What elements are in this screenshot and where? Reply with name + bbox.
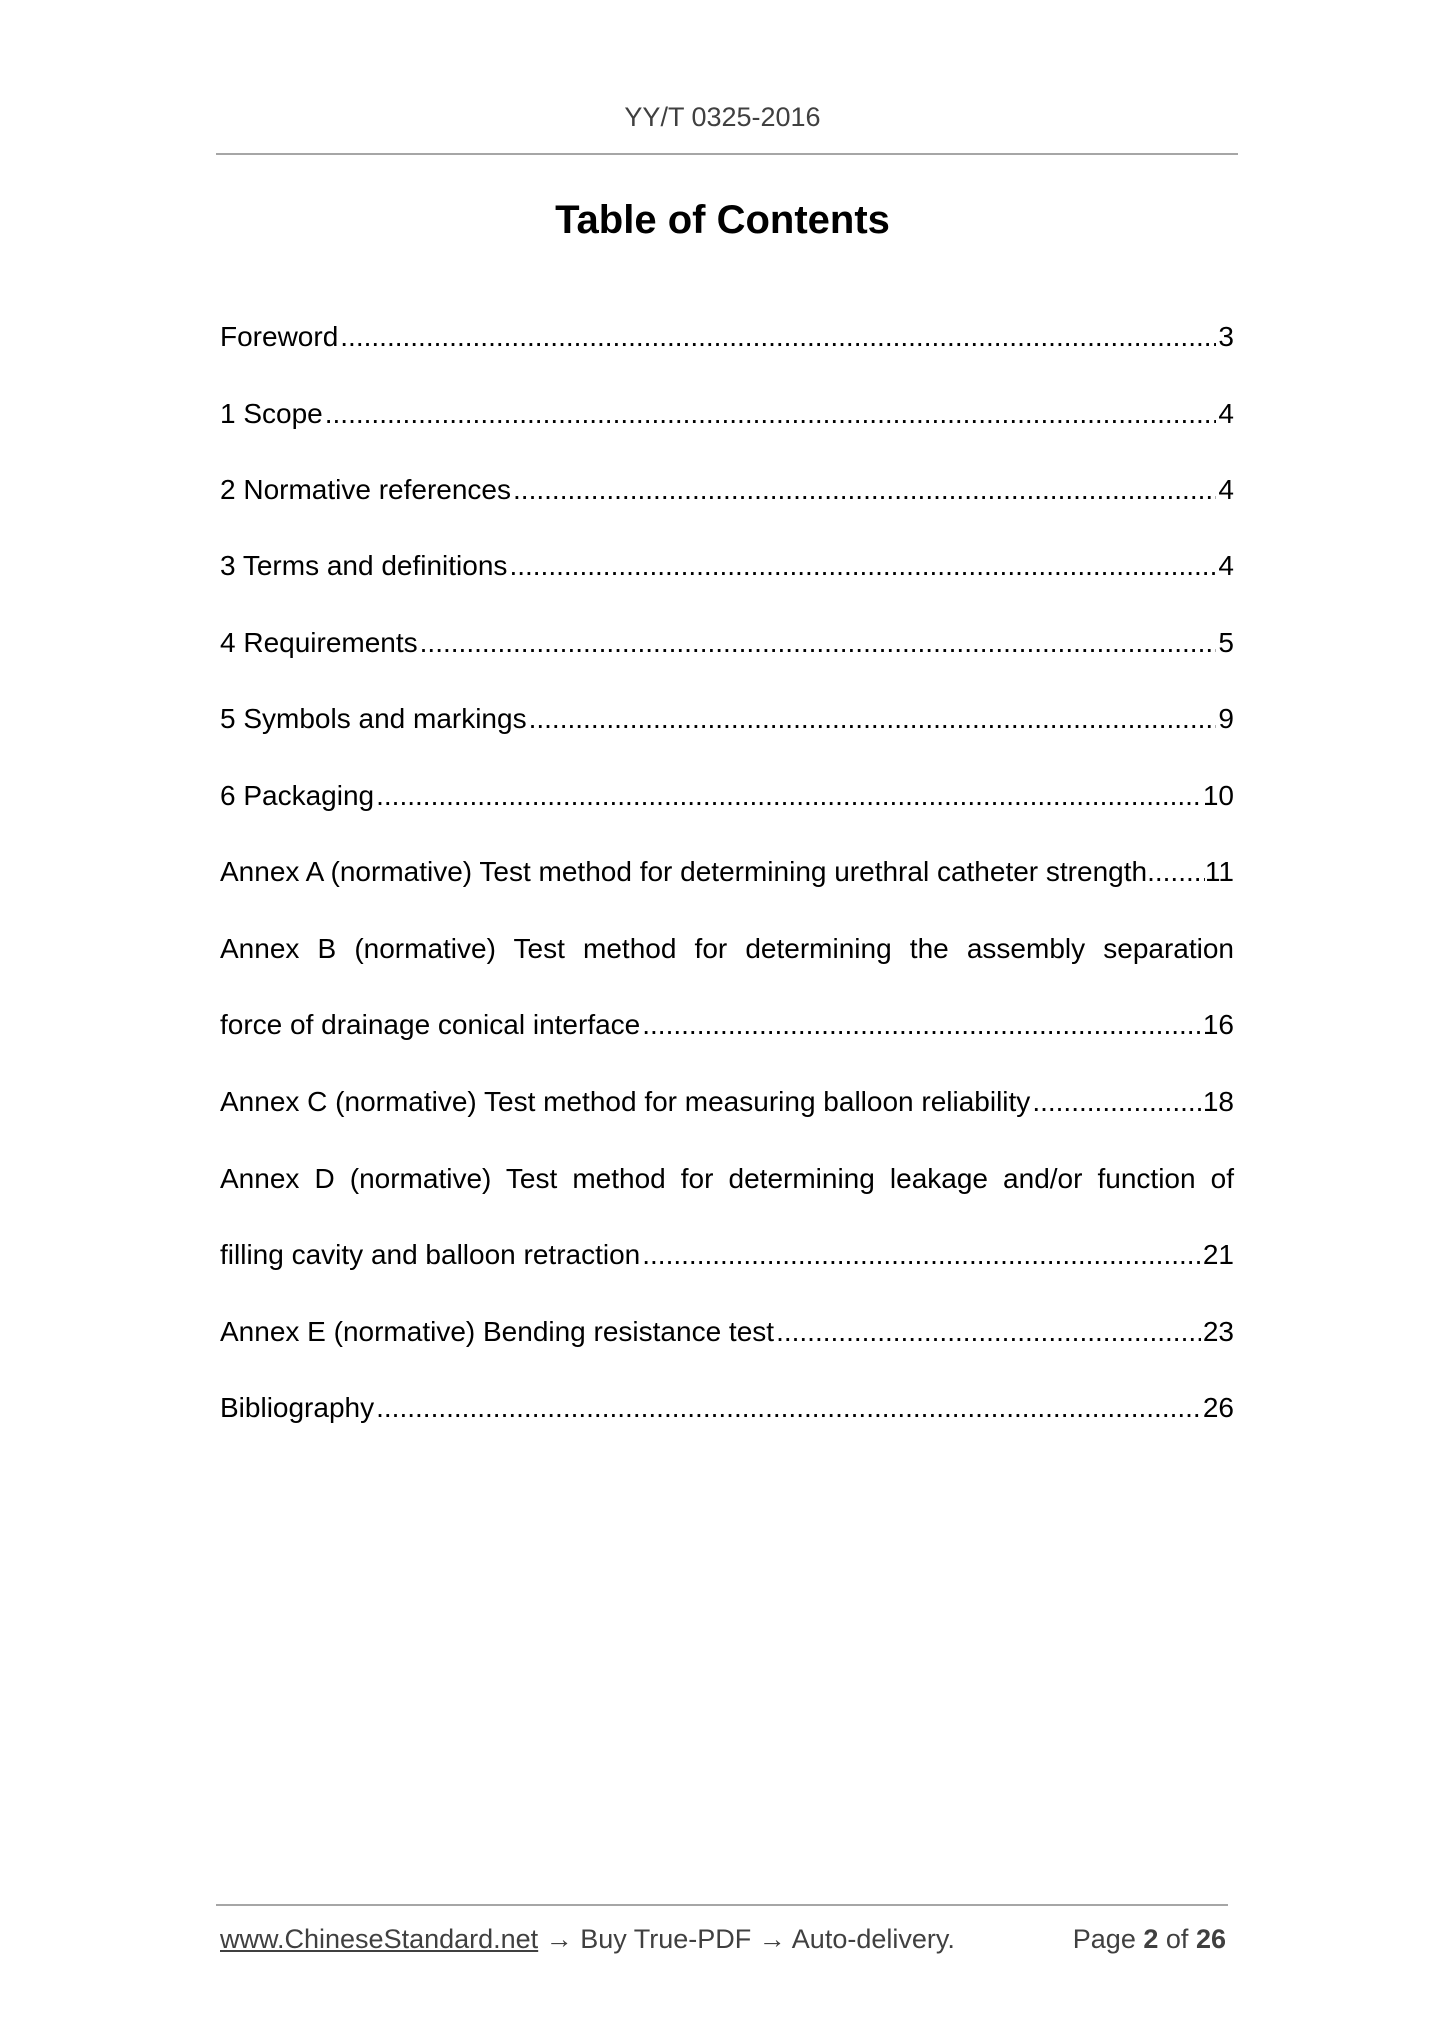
page-total: 26 — [1195, 1924, 1226, 1954]
toc-page-number: 26 — [1202, 1392, 1234, 1423]
toc-entry-annex-b[interactable] — [220, 932, 1234, 1042]
footer-divider — [216, 1904, 1228, 1906]
toc-page-number: 11 — [1204, 856, 1234, 887]
toc-page-number: 5 — [1218, 627, 1234, 658]
page-title: Table of Contents — [555, 198, 890, 242]
toc-page-number: 18 — [1202, 1086, 1234, 1117]
toc-label: Foreword — [220, 321, 339, 352]
dot-leader — [376, 1391, 1201, 1425]
toc-page-number: 3 — [1218, 321, 1234, 352]
toc-page-number: 16 — [1202, 1009, 1234, 1040]
header-doc-code: YY/T 0325-2016 — [624, 102, 821, 132]
toc-page-number: 23 — [1202, 1316, 1234, 1347]
toc-page-number: 4 — [1218, 550, 1234, 581]
toc-entry-normative-references[interactable] — [220, 473, 1234, 507]
toc-entry-requirements[interactable] — [220, 626, 1234, 660]
dot-leader — [513, 473, 1216, 507]
toc-entry-annex-d[interactable] — [220, 1162, 1234, 1272]
toc-label: filling cavity and balloon retraction — [220, 1239, 641, 1270]
dot-leader — [325, 397, 1217, 431]
dot-leader — [642, 1008, 1201, 1042]
toc-entry-annex-c[interactable] — [220, 1085, 1234, 1119]
toc-label: Bibliography — [220, 1392, 375, 1423]
toc-entry-annex-e[interactable] — [220, 1315, 1234, 1349]
dot-leader — [529, 702, 1217, 736]
toc-entry-annex-a[interactable] — [220, 855, 1234, 889]
toc-page-number: 21 — [1202, 1239, 1234, 1270]
page-current: 2 — [1143, 1924, 1159, 1954]
dot-leader — [776, 1315, 1201, 1349]
toc-label-line1: Annex B (normative) Test method for determining the assembly separation — [220, 933, 1234, 964]
header-divider — [216, 153, 1238, 155]
page-indicator — [1073, 1924, 1226, 1955]
page-word: Page — [1072, 1924, 1136, 1954]
dot-leader — [420, 626, 1217, 660]
dot-leader — [376, 779, 1201, 813]
toc-label: 2 Normative references — [220, 474, 512, 505]
dot-leader — [509, 549, 1216, 583]
toc-entry-symbols-markings[interactable] — [220, 702, 1234, 736]
right-arrow-icon: → — [758, 1924, 792, 1954]
toc-page-number: 4 — [1218, 474, 1234, 505]
toc-label: 3 Terms and definitions — [220, 550, 508, 581]
footer — [220, 1924, 1226, 1955]
toc-label: 4 Requirements — [220, 627, 418, 658]
toc-label: force of drainage conical interface — [220, 1009, 641, 1040]
toc-entry-bibliography[interactable] — [220, 1391, 1234, 1425]
right-arrow-icon: → — [545, 1924, 581, 1954]
toc-entry-foreword[interactable] — [220, 320, 1234, 354]
page-of: of — [1165, 1924, 1189, 1954]
toc-label: Annex C (normative) Test method for measuring balloon reliability — [220, 1086, 1031, 1117]
dot-leader — [642, 1238, 1201, 1272]
toc-entry-scope[interactable] — [220, 397, 1234, 431]
footer-step-buy: Buy True-PDF — [580, 1924, 752, 1954]
site-link[interactable]: www.ChineseStandard.net — [220, 1924, 539, 1954]
toc-page-number: 10 — [1202, 780, 1234, 811]
dot-leader — [340, 320, 1216, 354]
toc-label: 1 Scope — [220, 398, 323, 429]
dot-leader — [1032, 1085, 1201, 1119]
footer-step-delivery: Auto-delivery. — [791, 1924, 955, 1954]
toc-label: 5 Symbols and markings — [220, 703, 527, 734]
toc-entry-terms-definitions[interactable] — [220, 549, 1234, 583]
toc-label: Annex E (normative) Bending resistance test — [220, 1316, 775, 1347]
toc-label: Annex A (normative) Test method for determining urethral catheter strength. — [220, 856, 1155, 887]
toc-entry-packaging[interactable] — [220, 779, 1234, 813]
dot-leader — [1155, 855, 1205, 889]
toc-page-number: 9 — [1218, 703, 1234, 734]
toc-label: 6 Packaging — [220, 780, 375, 811]
toc-label-line1: Annex D (normative) Test method for determining leakage and/or function of — [220, 1163, 1234, 1194]
footer-left — [220, 1924, 955, 1955]
toc-page-number: 4 — [1218, 398, 1234, 429]
